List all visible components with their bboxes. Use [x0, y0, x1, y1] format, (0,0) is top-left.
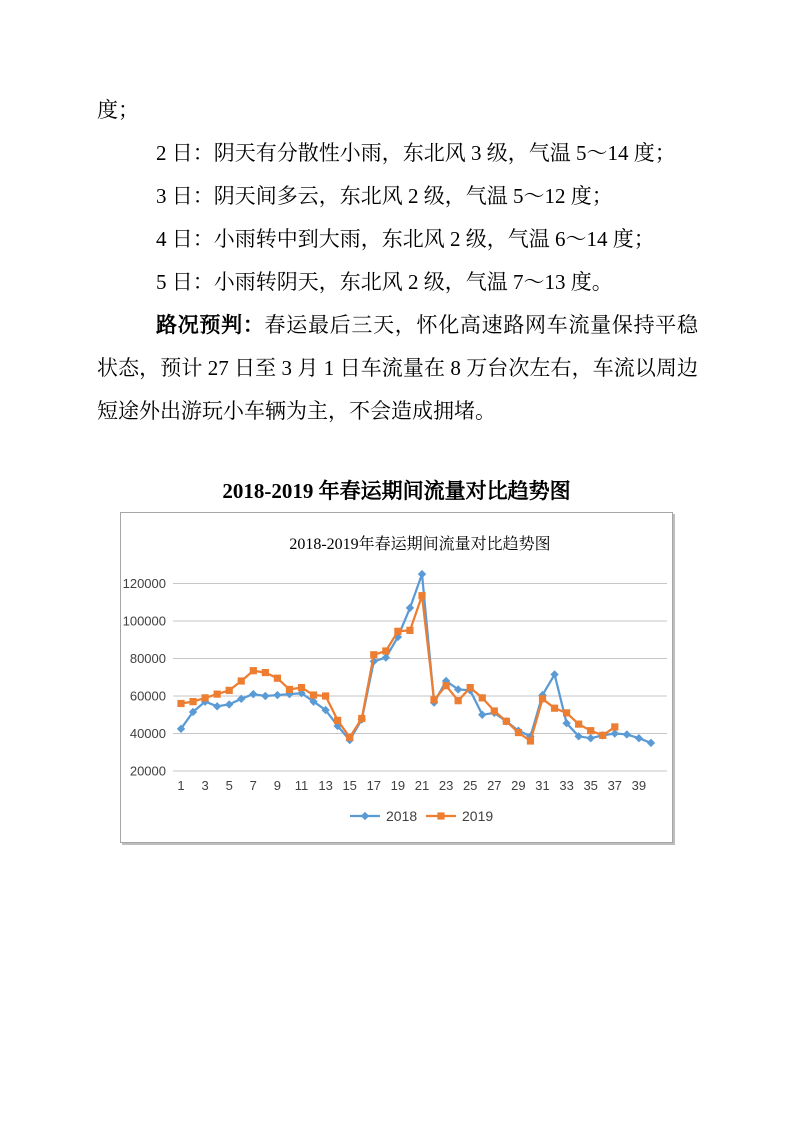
series-marker-2019: [611, 723, 618, 730]
series-marker-2018: [418, 570, 426, 578]
x-axis-tick-label: 11: [294, 778, 309, 793]
paragraph-day4: 4 日：小雨转中到大雨，东北风 2 级，气温 6～14 度；: [156, 227, 655, 251]
x-axis-tick-label: 35: [583, 778, 598, 793]
x-axis-tick-label: 3: [201, 778, 209, 793]
series-marker-2019: [250, 667, 257, 674]
series-marker-2019: [310, 691, 317, 698]
y-axis-tick-label: 60000: [129, 688, 166, 704]
x-axis-tick-label: 39: [631, 778, 647, 793]
paragraph-continuation: 度；: [97, 98, 139, 122]
y-axis-tick-label: 100000: [122, 613, 166, 629]
series-marker-2019: [491, 707, 498, 714]
chart-heading: 2018-2019 年春运期间流量对比趋势图: [222, 479, 571, 503]
legend-marker-2018: [361, 812, 369, 820]
series-marker-2018: [225, 700, 233, 708]
legend-marker-2019: [437, 812, 444, 819]
legend-label-2018: 2018: [386, 808, 418, 824]
x-axis-tick-label: 21: [414, 778, 430, 793]
series-marker-2018: [611, 729, 619, 737]
series-marker-2019: [334, 717, 341, 724]
series-marker-2019: [238, 677, 245, 684]
series-marker-2019: [467, 684, 474, 691]
series-marker-2018: [635, 734, 643, 742]
series-marker-2019: [274, 675, 281, 682]
legend-label-2019: 2019: [462, 808, 494, 824]
x-axis-tick-label: 9: [273, 778, 282, 793]
x-axis-tick-label: 13: [318, 778, 333, 793]
series-marker-2019: [214, 691, 221, 698]
x-axis-tick-label: 23: [438, 778, 454, 793]
series-marker-2018: [249, 690, 257, 698]
series-marker-2019: [515, 729, 522, 736]
y-axis-tick-label: 80000: [129, 651, 166, 666]
x-axis-tick-label: 31: [535, 778, 550, 793]
series-marker-2019: [479, 694, 486, 701]
series-marker-2018: [273, 691, 281, 699]
series-marker-2019: [382, 647, 389, 654]
y-axis-tick-label: 120000: [122, 576, 166, 591]
x-axis-tick-label: 29: [511, 778, 526, 793]
series-line-2019: [181, 596, 615, 741]
series-marker-2019: [406, 627, 413, 634]
series-marker-2019: [599, 732, 606, 739]
y-axis-tick-label: 40000: [129, 726, 166, 741]
series-marker-2019: [370, 651, 377, 658]
series-marker-2019: [587, 727, 594, 734]
series-marker-2018: [261, 692, 269, 700]
forecast-label: 路况预判：: [156, 313, 265, 337]
chart-title: 2018-2019年春运期间流量对比趋势图: [289, 536, 551, 553]
series-marker-2019: [298, 684, 305, 691]
series-marker-2018: [213, 702, 221, 710]
series-marker-2019: [563, 709, 570, 716]
series-marker-2019: [443, 682, 450, 689]
body-text: [97, 89, 698, 433]
series-marker-2019: [551, 705, 558, 712]
x-axis-tick-label: 27: [487, 778, 502, 793]
series-marker-2019: [322, 692, 329, 699]
x-axis-tick-label: 1: [177, 778, 185, 793]
x-axis-tick-label: 5: [225, 778, 233, 793]
series-marker-2019: [262, 669, 269, 676]
x-axis-tick-label: 25: [462, 778, 478, 793]
series-marker-2019: [286, 686, 293, 693]
x-axis-tick-label: 37: [607, 778, 623, 793]
paragraph-day5: 5 日：小雨转阴天，东北风 2 级，气温 7～13 度。: [156, 270, 613, 294]
series-marker-2019: [202, 694, 209, 701]
flow-comparison-chart: [121, 513, 672, 842]
chart-frame: [120, 512, 673, 843]
series-marker-2018: [623, 730, 631, 738]
x-axis-tick-label: 7: [249, 778, 257, 793]
series-marker-2019: [430, 696, 437, 703]
series-marker-2018: [478, 711, 486, 719]
x-axis-tick-label: 33: [559, 778, 574, 793]
series-marker-2019: [177, 700, 184, 707]
series-marker-2019: [539, 695, 546, 702]
series-marker-2019: [394, 628, 401, 635]
series-marker-2019: [346, 734, 353, 741]
paragraph-forecast: [97, 304, 698, 433]
series-marker-2019: [189, 698, 196, 705]
series-marker-2019: [358, 715, 365, 722]
x-axis-tick-label: 15: [342, 778, 357, 793]
paragraph-day2: 2 日：阴天有分散性小雨，东北风 3 级，气温 5～14 度；: [156, 141, 676, 165]
x-axis-tick-label: 17: [366, 778, 382, 793]
x-axis-tick-label: 19: [390, 778, 406, 793]
series-marker-2019: [575, 721, 582, 728]
series-marker-2019: [455, 697, 462, 704]
y-axis-tick-label: 20000: [129, 763, 166, 779]
paragraph-day3: 3 日：阴天间多云，东北风 2 级，气温 5～12 度；: [156, 184, 613, 208]
series-marker-2019: [503, 718, 510, 725]
series-marker-2019: [418, 592, 425, 599]
forecast-text: 春运最后三天，怀化高速路网车流量保持平稳状态，预计 27 日至 3 月 1 日车流量在 8 万台次左右，车流以周边短途外出游玩小车辆为主，不会造成拥堵。: [97, 313, 699, 423]
series-marker-2019: [226, 687, 233, 694]
series-marker-2019: [527, 737, 534, 744]
series-marker-2018: [587, 734, 595, 742]
series-marker-2018: [406, 604, 414, 612]
series-marker-2018: [647, 739, 655, 747]
